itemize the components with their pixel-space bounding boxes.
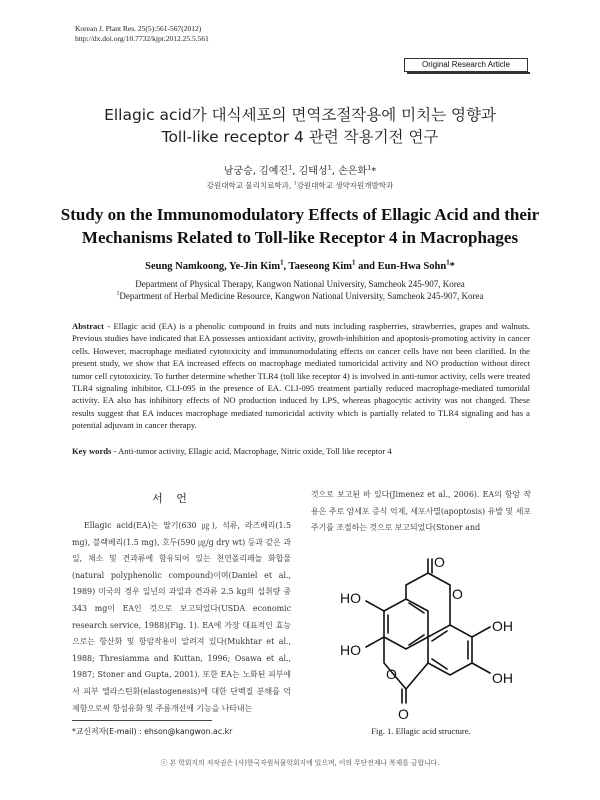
korean-author-sup-1: 1 xyxy=(288,163,293,172)
english-author-1: Seung Namkoong, Ye-Jin Kim xyxy=(145,261,281,272)
korean-title-line1: Ellagic acid가 대식세포의 면역조절작용에 미치는 영향과 xyxy=(104,106,496,124)
korean-affil-2: 강원대학교 생약자원개발학과 xyxy=(296,181,394,190)
label-ho-top: HO xyxy=(340,590,361,606)
english-author-sup-2: 1 xyxy=(352,259,356,267)
section-title-introduction: 서 언 xyxy=(152,492,192,505)
label-o-bottom-carbonyl: O xyxy=(398,706,409,722)
copyright-notice: ⓒ 본 학회지의 저작권은 (사)한국자원식물학회지에 있으며, 이의 무단전재나 복제를 금합니다. xyxy=(160,759,440,767)
label-oh-right-top: OH xyxy=(492,618,513,634)
label-o-ring-bottom: O xyxy=(386,666,397,682)
label-ho-middle: HO xyxy=(340,642,361,658)
english-affiliation-2 xyxy=(50,291,550,301)
korean-author-1: 남궁승, 김예진 xyxy=(223,166,289,177)
english-authors xyxy=(50,261,550,272)
korean-title-line2: Toll-like receptor 4 관련 작용기전 연구 xyxy=(161,128,439,146)
english-affiliation-1: Department of Physical Therapy, Kangwon National University, Samcheok 245-907, Korea xyxy=(135,279,465,289)
figure-caption: Fig. 1. Ellagic acid structure. xyxy=(371,726,471,736)
intro-left-column: Ellagic acid(EA)는 딸기(630 ㎍), 석류, 라즈베리(1.5 mg), 블랙베리(1.5 mg), 호두(590 ㎍/g dry wt) 등과 같은 과일, 채소 및 견과류에 함유되어 있는 천연폴리페놀 화합물(natural polyphenolic compound)이며(Daniel et al., 1989) 미국의 경우 일년의 과일과 견과류 2.5 kg의 섭취량 중 343 mg이 EA인 것으로 보고되었다(USDA economic research service, 1988)(Fig. 1). EA에 가장 대표적인 효능으로는 항산화 및 항암작용이 알려져 있다(Mukhtar et al., 1988; Thresiamma and Kuttan, 1996; Osawa et al., 1987; Stoner and Gupta, 2001). 또한 EA는 노화된 피부에서 피부 엘라스틴화(elastogenesis)에 대한 단백질 분해를 억제함으로써 항섬유화 및 주름개선에 기능을 나타내는 xyxy=(72,521,291,713)
korean-affil-1: 강원대학교 물리치료학과, xyxy=(206,181,294,190)
english-affil-2-text: Department of Herbal Medicine Resource, Kangwon National University, Samcheok 245-907, Korea xyxy=(119,291,484,301)
korean-author-sup-2: 1 xyxy=(327,163,332,172)
abstract xyxy=(72,320,530,432)
english-author-sup-1: 1 xyxy=(280,259,284,267)
abstract-text: - Ellagic acid (EA) is a phenolic compound in fruits and nuts including raspberries, strawberries, grapes and walnuts. Previous studies have indicated that EA possesses antioxidant activity, growth-inhibition and apoptosis-promoting activity in cancer cells. However, macrophage mediated cytotoxicity and immunomodulating effects on cancer cells have not been clarified. In the present study, we show that EA increased effects on macrophage mediated tumoricidal activity and NO production without direct tumor cell cytotoxicity. To further determine whether TLR4 (toll like receptor 4) is involved in anti-tumor activity, cells were treated TLR4 signaling inhibitor, CLI-095 in the presence of EA. CLI-095 treatment partially reduced macrophage-mediated tumoridal activity. EA also has inhibitory effects of NO production induced by LPS, whereas phagocytic activity was not changed. These results suggest that EA induces macrophage mediated tumoricidal activity which is partially related to TLR4 signaling and has a potential adjuvant in cancer therapy. xyxy=(72,321,530,431)
corresponding-author-email: *교신저자(E-mail) : ehson@kangwon.ac.kr xyxy=(72,727,233,736)
english-author-sup-3: 1 xyxy=(446,259,450,267)
english-title-line1: Study on the Immunomodulatory Effects of Ellagic Acid and their xyxy=(60,205,540,224)
ellagic-acid-structure-figure xyxy=(306,555,528,725)
journal-reference: Korean J. Plant Res. 25(5):561-567(2012) xyxy=(75,24,202,33)
keywords-label: Key words xyxy=(72,446,112,456)
journal-citation xyxy=(75,24,209,44)
korean-author-sup-3: 1 xyxy=(367,163,372,172)
label-oh-right-bottom: OH xyxy=(492,670,513,686)
label-o-top-carbonyl: O xyxy=(434,555,445,570)
korean-author-2: , 김태성 xyxy=(292,166,328,177)
english-title-line2: Mechanisms Related to Toll-like Receptor 4 in Macrophages xyxy=(81,228,519,247)
label-o-ring-top: O xyxy=(452,586,463,602)
english-affil-sup: 1 xyxy=(116,291,120,297)
english-corresponding-mark: * xyxy=(449,261,455,272)
english-author-2: , Taeseong Kim xyxy=(283,261,353,272)
doi-link[interactable]: http://dx.doi.org/10.7732/kjpr.2012.25.5.561 xyxy=(75,34,209,43)
article-type-badge: Original Research Article xyxy=(404,58,528,72)
abstract-label: Abstract xyxy=(72,321,104,331)
intro-right-column: 것으로 보고된 바 있다(Jimenez et al., 2006). EA의 항암 작용은 주로 암세포 증식 억제, 세포사멸(apoptosis) 유발 및 세포주기를 조절하는 것으로 보고되었다(Stoner and xyxy=(311,490,531,533)
korean-authors xyxy=(60,162,540,177)
korean-author-3: , 손은화 xyxy=(331,166,368,177)
korean-corresponding-mark: * xyxy=(371,166,377,177)
footnote-divider xyxy=(72,720,212,721)
keywords xyxy=(72,446,530,456)
english-author-3: and Eun-Hwa Sohn xyxy=(355,261,447,272)
korean-affil-sup: 1 xyxy=(293,180,297,187)
left-ring xyxy=(384,599,428,649)
keywords-text: - Anti-tumor activity, Ellagic acid, Macrophage, Nitric oxide, Toll like receptor 4 xyxy=(111,446,392,456)
right-ring xyxy=(428,625,472,675)
korean-affiliation xyxy=(60,180,540,191)
